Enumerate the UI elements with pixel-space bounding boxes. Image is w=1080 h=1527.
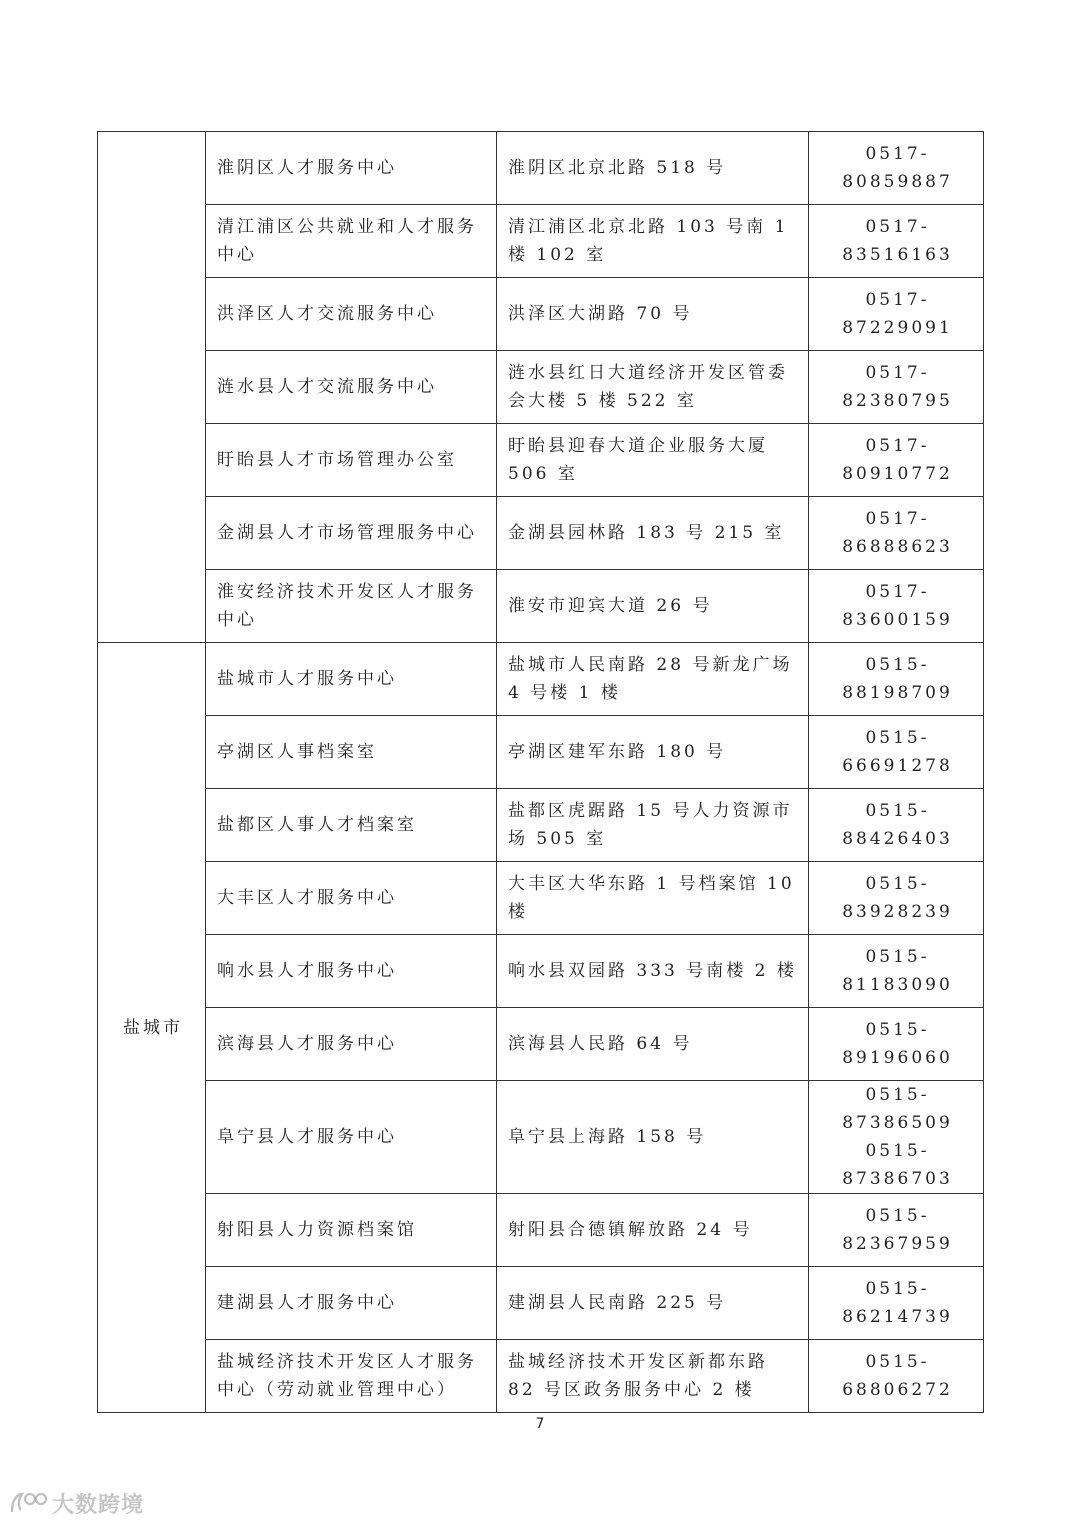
table-row [98, 643, 984, 716]
phone-cell [809, 1340, 984, 1413]
address-cell: 盐城经济技术开发区新都东路 82 号区政务服务中心 2 楼 [497, 1340, 809, 1413]
table-row [98, 570, 984, 643]
organization-cell: 建湖县人才服务中心 [206, 1267, 497, 1340]
organization-cell: 洪泽区人才交流服务中心 [206, 278, 497, 351]
phone-number: 0515-87386509 [842, 1085, 953, 1133]
phone-cell [809, 497, 984, 570]
table-row [98, 351, 984, 424]
phone-number: 0517-82380795 [842, 363, 953, 411]
watermark-text: 大数跨境 [52, 1492, 145, 1518]
phone-cell [809, 570, 984, 643]
phone-number: 0515-89196060 [842, 1020, 953, 1068]
phone-cell [809, 1008, 984, 1081]
phone-number: 0515-88426403 [842, 801, 953, 849]
table-row [98, 424, 984, 497]
organization-cell: 射阳县人力资源档案馆 [206, 1194, 497, 1267]
organization-cell: 大丰区人才服务中心 [206, 862, 497, 935]
table-row [98, 716, 984, 789]
address-cell: 射阳县合德镇解放路 24 号 [497, 1194, 809, 1267]
phone-cell [809, 643, 984, 716]
table-row [98, 1008, 984, 1081]
city-cell: 盐城市 [98, 643, 206, 1413]
organization-cell: 亭湖区人事档案室 [206, 716, 497, 789]
address-cell: 金湖县园林路 183 号 215 室 [497, 497, 809, 570]
table-body [98, 132, 984, 1413]
phone-number: 0517-86888623 [842, 509, 953, 557]
address-cell: 清江浦区北京北路 103 号南 1 楼 102 室 [497, 205, 809, 278]
phone-cell [809, 716, 984, 789]
phone-cell [809, 1081, 984, 1194]
phone-number: 0517-87229091 [842, 290, 953, 338]
table-row [98, 862, 984, 935]
brand-logo-icon [8, 1489, 48, 1517]
page-number: 7 [535, 1416, 545, 1432]
organization-cell: 阜宁县人才服务中心 [206, 1081, 497, 1194]
table-row [98, 278, 984, 351]
address-cell: 亭湖区建军东路 180 号 [497, 716, 809, 789]
phone-cell [809, 351, 984, 424]
phone-cell [809, 1194, 984, 1267]
address-cell: 涟水县红日大道经济开发区管委会大楼 5 楼 522 室 [497, 351, 809, 424]
phone-number: 0515-66691278 [842, 728, 953, 776]
phone-number: 0515-83928239 [842, 874, 953, 922]
organization-cell: 滨海县人才服务中心 [206, 1008, 497, 1081]
organization-cell: 淮安经济技术开发区人才服务中心 [206, 570, 497, 643]
phone-number: 0515-68806272 [842, 1352, 953, 1400]
phone-number: 0515-86214739 [842, 1279, 953, 1327]
address-cell: 阜宁县上海路 158 号 [497, 1081, 809, 1194]
organization-cell: 淮阴区人才服务中心 [206, 132, 497, 205]
phone-number: 0515-82367959 [842, 1206, 953, 1254]
address-cell: 淮阴区北京北路 518 号 [497, 132, 809, 205]
address-cell: 滨海县人民路 64 号 [497, 1008, 809, 1081]
phone-number: 0517-83600159 [842, 582, 953, 630]
phone-number: 0515-87386703 [842, 1141, 953, 1189]
watermark [8, 1487, 144, 1519]
organization-cell: 盐城市人才服务中心 [206, 643, 497, 716]
phone-number: 0517-80859887 [842, 144, 953, 192]
table-row [98, 1081, 984, 1194]
table-row [98, 1267, 984, 1340]
table-row [98, 935, 984, 1008]
phone-cell [809, 278, 984, 351]
phone-cell [809, 935, 984, 1008]
address-cell: 盐城市人民南路 28 号新龙广场 4 号楼 1 楼 [497, 643, 809, 716]
address-cell: 淮安市迎宾大道 26 号 [497, 570, 809, 643]
table-row [98, 789, 984, 862]
city-cell [98, 132, 206, 643]
address-cell: 盐都区虎踞路 15 号人力资源市场 505 室 [497, 789, 809, 862]
phone-cell [809, 132, 984, 205]
table-row [98, 205, 984, 278]
address-cell: 响水县双园路 333 号南楼 2 楼 [497, 935, 809, 1008]
table-row [98, 497, 984, 570]
organization-cell: 金湖县人才市场管理服务中心 [206, 497, 497, 570]
address-cell: 盱眙县迎春大道企业服务大厦 506 室 [497, 424, 809, 497]
phone-cell [809, 1267, 984, 1340]
address-cell: 建湖县人民南路 225 号 [497, 1267, 809, 1340]
table-row [98, 1194, 984, 1267]
organization-cell: 清江浦区公共就业和人才服务中心 [206, 205, 497, 278]
table-row [98, 1340, 984, 1413]
organization-cell: 盱眙县人才市场管理办公室 [206, 424, 497, 497]
address-cell: 大丰区大华东路 1 号档案馆 10 楼 [497, 862, 809, 935]
phone-cell [809, 862, 984, 935]
phone-number: 0517-80910772 [842, 436, 953, 484]
organization-cell: 盐都区人事人才档案室 [206, 789, 497, 862]
phone-number: 0515-88198709 [842, 655, 953, 703]
phone-cell [809, 789, 984, 862]
organization-cell: 盐城经济技术开发区人才服务中心（劳动就业管理中心） [206, 1340, 497, 1413]
organization-cell: 响水县人才服务中心 [206, 935, 497, 1008]
phone-number: 0517-83516163 [842, 217, 953, 265]
table-row [98, 132, 984, 205]
phone-cell [809, 424, 984, 497]
contacts-table [97, 131, 984, 1413]
organization-cell: 涟水县人才交流服务中心 [206, 351, 497, 424]
phone-cell [809, 205, 984, 278]
address-cell: 洪泽区大湖路 70 号 [497, 278, 809, 351]
phone-number: 0515-81183090 [842, 947, 953, 995]
